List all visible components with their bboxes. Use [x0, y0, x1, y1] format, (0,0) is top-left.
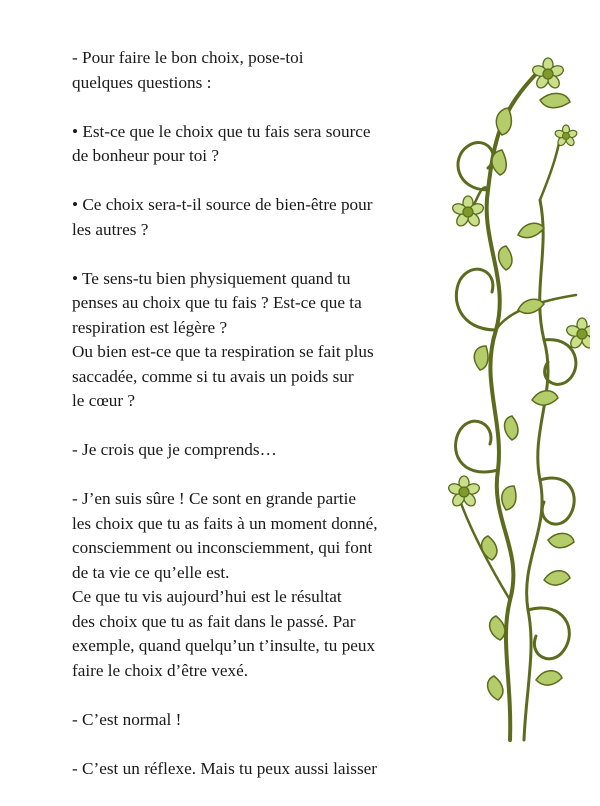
leaf-icon [536, 671, 562, 685]
leaf-icon [548, 533, 574, 547]
paragraph-reply-comprends [72, 438, 452, 463]
flowering-vine-icon [440, 40, 590, 760]
text-line: penses au choix que tu fais ? Est-ce que ta [72, 293, 362, 312]
paragraph-question-bonheur [72, 120, 452, 169]
curl-stem [540, 478, 574, 524]
text-line: les autres ? [72, 219, 149, 239]
leaf-icon [499, 246, 513, 270]
text-line: les choix que tu as faits à un moment donné, [72, 513, 378, 533]
vine-stems [456, 70, 576, 740]
leaf-icon [488, 676, 503, 700]
leaf-icon [540, 93, 570, 107]
paragraph-reply-normal [72, 708, 452, 733]
text-line: • Ce choix sera-t-il source de bien-être pour [72, 195, 373, 214]
text-line: le cœur ? [72, 391, 135, 410]
text-line: faire le choix d’être vexé. [72, 660, 249, 680]
text-line: de ta vie ce qu’elle est. [72, 562, 230, 582]
leaf-icon [505, 416, 519, 440]
text-line: • Te sens-tu bien physiquement quand tu [72, 268, 351, 288]
text-line: quelques questions : [72, 72, 212, 92]
paragraph-reply-sure [72, 487, 452, 683]
text-line: de bonheur pour toi ? [72, 146, 220, 165]
leaf-icon [502, 486, 516, 510]
text-line: - C’est un réflexe. Mais tu peux aussi laisser [72, 758, 378, 778]
flower-icon [451, 196, 484, 228]
leaf-icon [492, 150, 506, 175]
flower-stem [540, 138, 560, 200]
text-line: consciemment ou inconsciemment, qui font [72, 538, 373, 557]
flower-icon [531, 58, 564, 90]
text-line: exemple, quand quelqu’un t’insulte, tu peux [72, 636, 376, 655]
leaf-icon [482, 536, 497, 560]
text-line: des choix que tu as fait dans le passé. Par [72, 611, 356, 631]
text-line: saccadée, comme si tu avais un poids sur [72, 366, 354, 386]
curl-stem [456, 269, 496, 330]
paragraph-question-respiration [72, 267, 452, 414]
curl-stem [456, 421, 498, 472]
flower-icon [447, 476, 480, 508]
curl-stem [528, 608, 569, 659]
leaf-icon [490, 616, 505, 640]
paragraph-choice-intro [72, 46, 452, 95]
leaf-icon [532, 391, 558, 405]
paragraph-reply-reflexe [72, 757, 452, 782]
leaf-icon [518, 223, 544, 237]
leaf-icon [496, 108, 511, 135]
text-line: Ou bien est-ce que ta respiration se fait plus [72, 342, 374, 361]
leaf-icon [474, 346, 488, 370]
text-line: - Pour faire le bon choix, pose-toi [72, 48, 304, 67]
text-line: • Est-ce que le choix que tu fais sera source [72, 121, 371, 141]
text-line: respiration est légère ? [72, 317, 228, 337]
text-line: - Je crois que je comprends… [72, 440, 277, 459]
vine-flowers [447, 58, 590, 508]
text-line: Ce que tu vis aujourd’hui est le résultat [72, 587, 342, 606]
text-column [72, 46, 452, 806]
leaf-icon [544, 571, 570, 585]
flower-icon [554, 125, 578, 147]
text-line: - J’en suis sûre ! Ce sont en grande partie [72, 489, 356, 508]
text-line: - C’est normal ! [72, 709, 182, 729]
paragraph-question-autres [72, 193, 452, 242]
